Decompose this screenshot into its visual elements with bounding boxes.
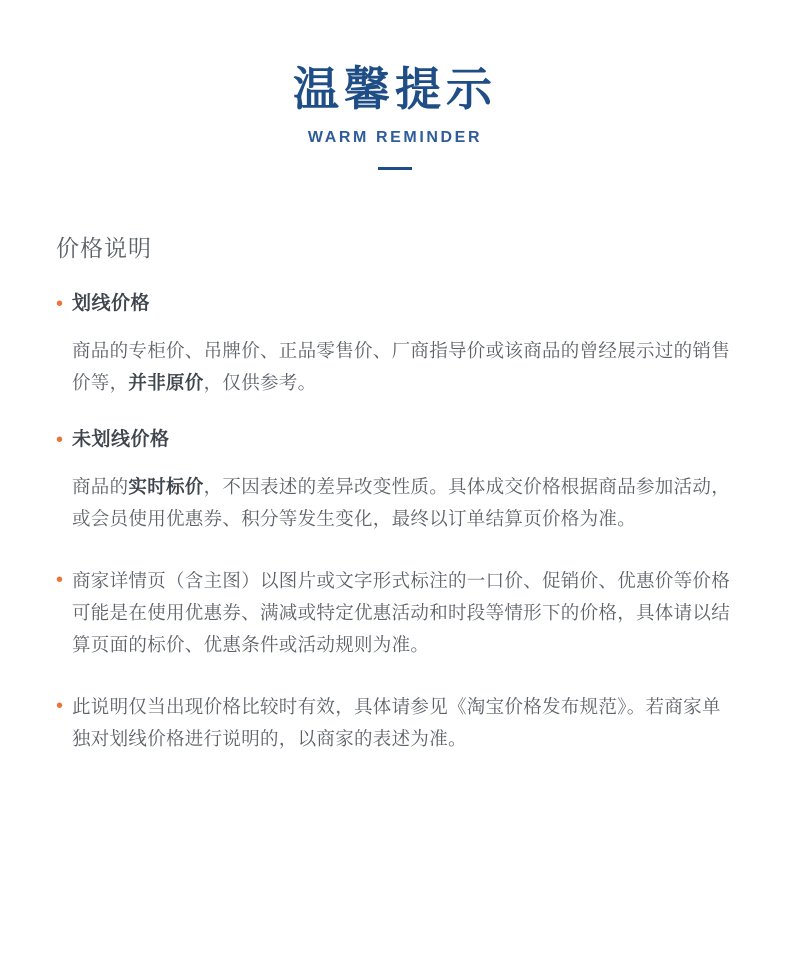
list-item (56, 425, 734, 455)
bullet-icon: • (56, 429, 64, 452)
text-part-1: 商品的专柜价、吊牌价、正品零售价、厂商指导价或该商品的曾经展示过的销售价等， (72, 340, 731, 394)
page-subtitle: WARM REMINDER (307, 129, 483, 147)
list-item-text (56, 335, 734, 399)
bullet-icon: • (56, 293, 64, 316)
bullet-icon: • (56, 695, 64, 718)
text-emphasis: 实时标价 (128, 476, 204, 498)
list-item (56, 691, 734, 755)
list-item (56, 565, 734, 661)
text-part-2: ，不因表述的差异改变性质。具体成交价格根据商品参加活动，或会员使用优惠券、积分等发生变化，最终以订单结算页价格为准。 (72, 476, 731, 530)
page-title: 温馨提示 (293, 63, 497, 115)
list-item-heading: 未划线价格 (72, 429, 170, 451)
content-area (0, 170, 790, 755)
text-emphasis: 并非原价 (128, 372, 204, 394)
text-part-1: 商品的 (72, 476, 129, 498)
list-item-text: 商家详情页（含主图）以图片或文字形式标注的一口价、促销价、优惠价等价格可能是在使用优惠券、满减或特定优惠活动和时段等情形下的价格，具体请以结算页面的标价、优惠条件或活动规则为准。 (72, 570, 731, 656)
list-item (56, 289, 734, 319)
section-title-price-notes: 价格说明 (56, 235, 152, 262)
list-item-body (72, 425, 734, 455)
page-header (0, 0, 790, 170)
list-item-body (72, 691, 734, 755)
list-item-heading: 划线价格 (72, 293, 151, 315)
bullet-icon: • (56, 569, 64, 592)
text-part-2: ，仅供参考。 (203, 372, 317, 394)
list-item-text: 此说明仅当出现价格比较时有效，具体请参见《淘宝价格发布规范》。若商家单独对划线价格进行说明的，以商家的表述为准。 (72, 696, 721, 750)
list-item-body (72, 289, 734, 319)
list-item-body (72, 565, 734, 661)
list-item-text (56, 471, 734, 535)
